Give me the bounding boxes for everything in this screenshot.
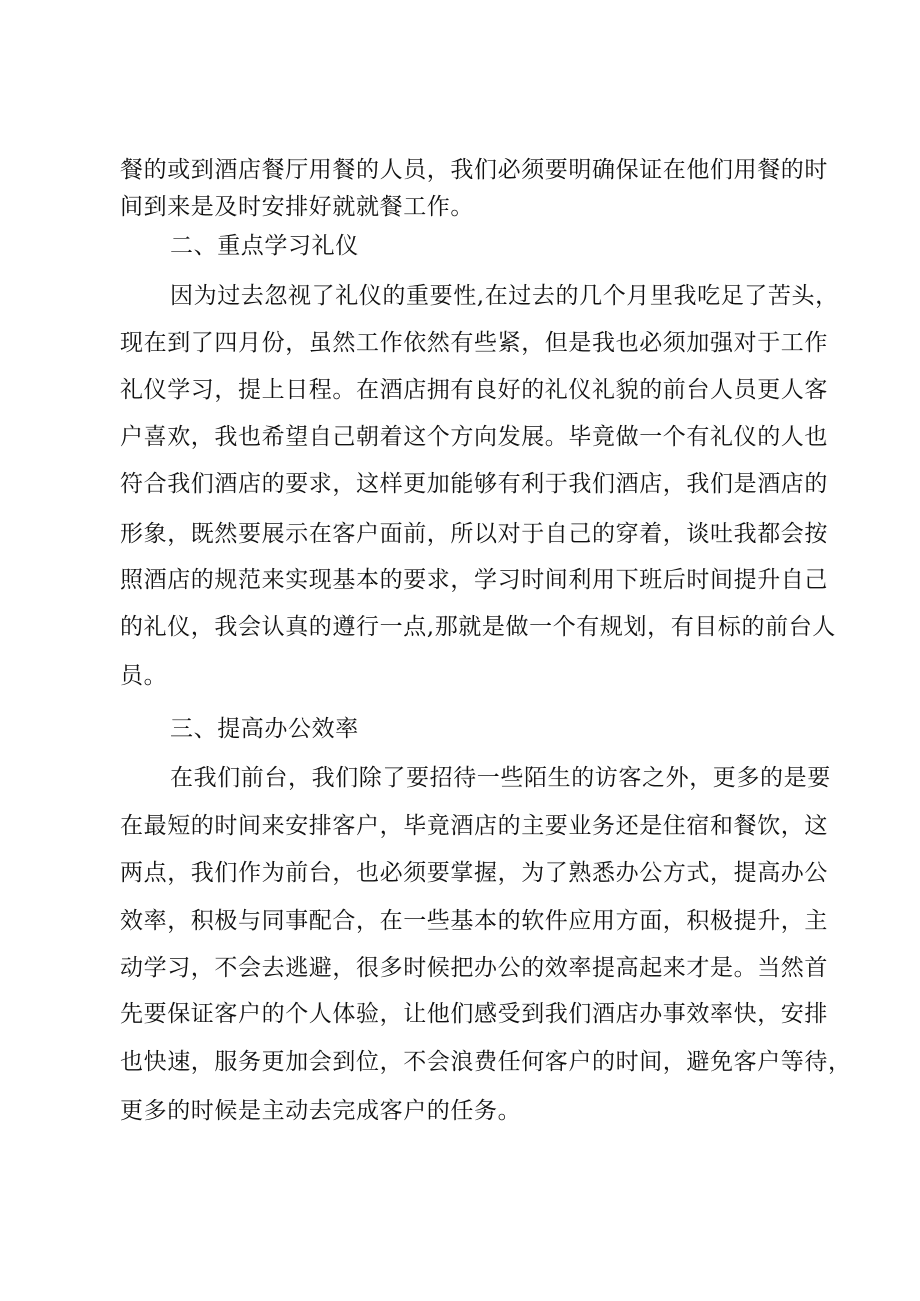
paragraph-1-line-1: 餐的或到酒店餐厅用餐的人员，我们必须要明确保证在他们用餐的时 <box>120 157 828 183</box>
paragraph-3-line-4: 效率，积极与同事配合，在一些基本的软件应用方面，积极提升，主 <box>120 908 828 934</box>
paragraph-3-line-6: 先要保证客户的个人体验，让他们感受到我们酒店办事效率快，安排 <box>120 1001 828 1027</box>
paragraph-2-line-1: 因为过去忽视了礼仪的重要性,在过去的几个月里我吃足了苦头， <box>170 283 839 309</box>
paragraph-2-line-6: 形象，既然要展示在客户面前，所以对于自己的穿着，谈吐我都会按 <box>120 521 828 547</box>
paragraph-3-line-8: 更多的时候是主动去完成客户的任务。 <box>120 1098 522 1124</box>
paragraph-2-line-9: 员。 <box>120 663 168 689</box>
paragraph-2-line-7: 照酒店的规范来实现基本的要求，学习时间利用下班后时间提升自己 <box>120 567 828 593</box>
section-heading-2: 二、重点学习礼仪 <box>170 233 359 259</box>
paragraph-3-line-1: 在我们前台，我们除了要招待一些陌生的访客之外，更多的是要 <box>170 765 831 791</box>
paragraph-3-line-5: 动学习，不会去逃避，很多时候把办公的效率提高起来才是。当然首 <box>120 955 828 981</box>
paragraph-2-line-5: 符合我们酒店的要求，这样更加能够有利于我们酒店，我们是酒店的 <box>120 471 828 497</box>
paragraph-2-line-3: 礼仪学习，提上日程。在酒店拥有良好的礼仪礼貌的前台人员更人客 <box>120 377 828 403</box>
paragraph-2-line-8: 的礼仪，我会认真的遵行一点,那就是做一个有规划，有目标的前台人 <box>120 614 836 640</box>
paragraph-2-line-4: 户喜欢，我也希望自己朝着这个方向发展。毕竟做一个有礼仪的人也 <box>120 424 828 450</box>
paragraph-3-line-7: 也快速，服务更加会到位，不会浪费任何客户的时间，避免客户等待， <box>120 1049 852 1075</box>
section-heading-3: 三、提高办公效率 <box>170 716 359 742</box>
paragraph-2-line-2: 现在到了四月份，虽然工作依然有些紧，但是我也必须加强对于工作 <box>120 330 828 356</box>
paragraph-1-line-2: 间到来是及时安排好就就餐工作。 <box>120 194 474 220</box>
paragraph-3-line-2: 在最短的时间来安排客户，毕竟酒店的主要业务还是住宿和餐饮，这 <box>120 813 828 839</box>
paragraph-3-line-3: 两点，我们作为前台，也必须要掌握，为了熟悉办公方式，提高办公 <box>120 860 828 886</box>
